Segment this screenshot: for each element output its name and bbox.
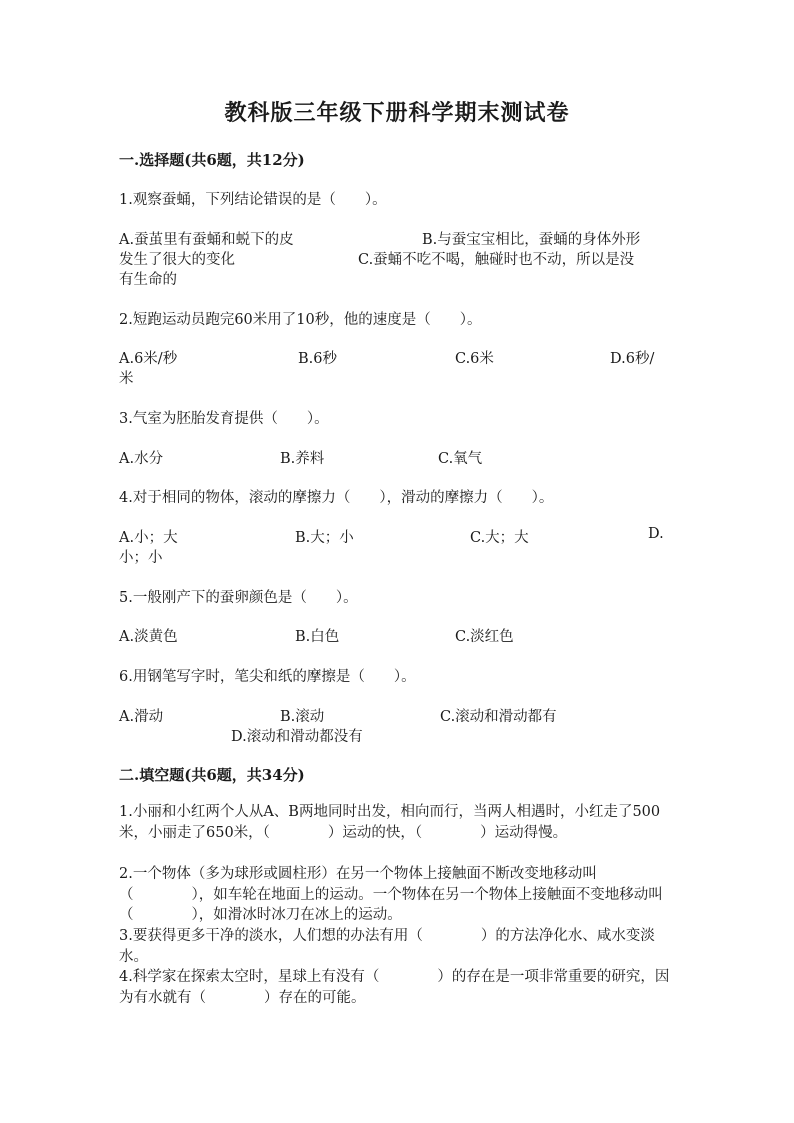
option-d-continued: 米 — [119, 371, 134, 387]
option-a: A.滑动 — [119, 709, 164, 725]
option-b: B.与蚕宝宝相比，蚕蛹的身体外形 — [422, 232, 641, 248]
question-stem: 1.观察蚕蛹，下列结论错误的是（ ）。 — [119, 192, 387, 208]
question-stem: 6.用钢笔写字时，笔尖和纸的摩擦是（ ）。 — [119, 669, 416, 685]
question-stem: 2.短跑运动员跑完60米用了10秒，他的速度是（ ）。 — [119, 312, 482, 328]
option-c: C.蚕蛹不吃不喝，触碰时也不动，所以是没 — [358, 252, 635, 268]
option-b: B.白色 — [295, 629, 340, 645]
section-heading-choice: 一.选择题(共6题，共12分) — [119, 151, 305, 169]
option-a: A.蚕茧里有蚕蛹和蜕下的皮 — [119, 232, 294, 248]
option-b: B.6秒 — [298, 351, 337, 367]
fill-question: 1.小丽和小红两个人从A、B两地同时出发，相向而行，当两人相遇时，小红走了500米，小丽走了650米，（ ）运动的快，（ ）运动得慢。 — [119, 804, 661, 841]
option-c: C.大；大 — [470, 530, 529, 546]
option-b-continued: 发生了很大的变化 — [119, 252, 235, 268]
option-d: D.6秒/ — [610, 351, 655, 367]
option-a: A.水分 — [119, 451, 164, 467]
question-stem: 4.对于相同的物体，滚动的摩擦力（ ），滑动的摩擦力（ ）。 — [119, 490, 554, 506]
option-b: B.养料 — [280, 451, 325, 467]
question-stem: 3.气室为胚胎发育提供（ ）。 — [119, 411, 329, 427]
option-c: C.6米 — [455, 351, 494, 367]
fill-question: 2.一个物体（多为球形或圆柱形）在另一个物体上接触面不断改变地移动叫（ ），如车轮在地面上的运动。一个物体在另一个物体上接触面不变地移动叫（ ），如滑冰时冰刀在冰上的运动。 — [119, 866, 663, 923]
fill-question: 3.要获得更多干净的淡水，人们想的办法有用（ ）的方法净化水、咸水变淡水。 — [119, 928, 655, 965]
option-d-continued: 小；小 — [119, 550, 163, 566]
option-d: D. — [648, 526, 664, 542]
question-stem: 5.一般刚产下的蚕卵颜色是（ ）。 — [119, 590, 358, 606]
option-d: D.滚动和滑动都没有 — [231, 729, 363, 745]
option-b: B.滚动 — [280, 709, 325, 725]
option-c: C.氧气 — [438, 451, 483, 467]
page-title: 教科版三年级下册科学期末测试卷 — [224, 100, 570, 126]
section-heading-fill: 二.填空题(共6题，共34分) — [119, 766, 305, 784]
option-b: B.大；小 — [295, 530, 354, 546]
option-a: A.小；大 — [119, 530, 178, 546]
option-c: C.淡红色 — [455, 629, 514, 645]
option-c-continued: 有生命的 — [119, 272, 177, 288]
option-a: A.淡黄色 — [119, 629, 178, 645]
option-c: C.滚动和滑动都有 — [440, 709, 557, 725]
option-a: A.6米/秒 — [119, 351, 178, 367]
fill-question: 4.科学家在探索太空时，星球上有没有（ ）的存在是一项非常重要的研究，因为有水就有（ ）存在的可能。 — [119, 969, 670, 1006]
